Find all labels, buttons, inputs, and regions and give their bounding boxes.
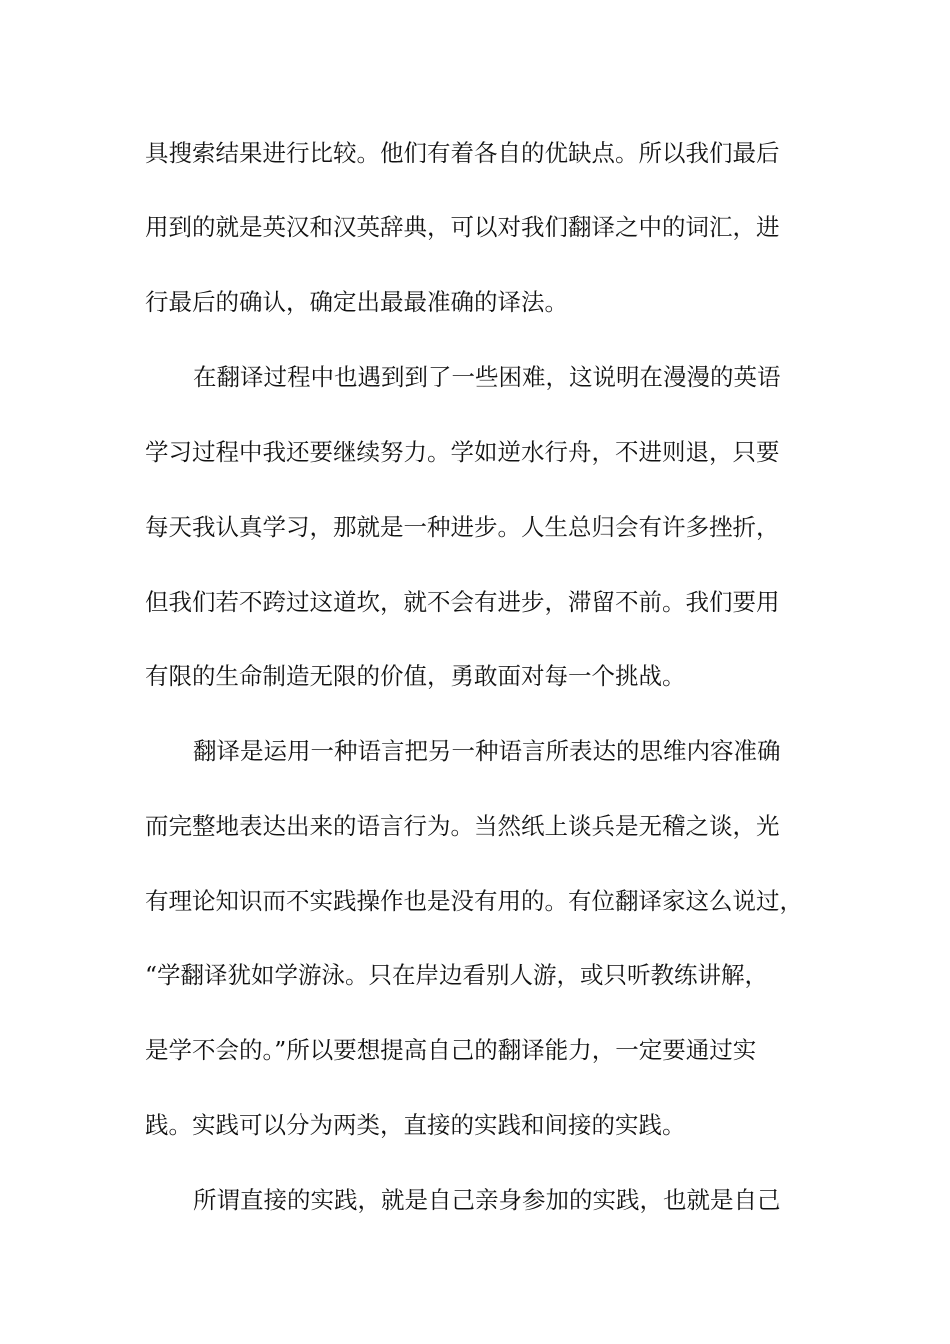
text-line: 用到的就是英汉和汉英辞典，可以对我们翻译之中的词汇，进 xyxy=(145,213,780,241)
text-line: 学习过程中我还要继续努力。学如逆水行舟，不进则退，只要 xyxy=(145,438,780,466)
paragraph-first-line: 所谓直接的实践，就是自己亲身参加的实践，也就是自己 xyxy=(193,1186,781,1214)
text-line: 行最后的确认，确定出最最准确的译法。 xyxy=(145,288,568,316)
text-line: 而完整地表达出来的语言行为。当然纸上谈兵是无稽之谈，光 xyxy=(145,812,780,840)
text-line: “学翻译犹如学游泳。只在岸边看别人游，或只听教练讲解， xyxy=(145,961,769,989)
text-line: 践。实践可以分为两类，直接的实践和间接的实践。 xyxy=(145,1111,686,1139)
text-line: 有理论知识而不实践操作也是没有用的。有位翻译家这么说过， xyxy=(145,887,803,915)
text-line: 具搜索结果进行比较。他们有着各自的优缺点。所以我们最后 xyxy=(145,139,780,167)
text-line: 有限的生命制造无限的价值，勇敢面对每一个挑战。 xyxy=(145,662,686,690)
text-line: 每天我认真学习，那就是一种进步。人生总归会有许多挫折， xyxy=(145,513,780,541)
text-line: 但我们若不跨过这道坎，就不会有进步，滞留不前。我们要用 xyxy=(145,588,780,616)
paragraph-first-line: 在翻译过程中也遇到到了一些困难，这说明在漫漫的英语 xyxy=(193,363,781,391)
paragraph-first-line: 翻译是运用一种语言把另一种语言所表达的思维内容准确 xyxy=(193,737,781,765)
text-line: 是学不会的。”所以要想提高自己的翻译能力，一定要通过实 xyxy=(145,1036,757,1064)
